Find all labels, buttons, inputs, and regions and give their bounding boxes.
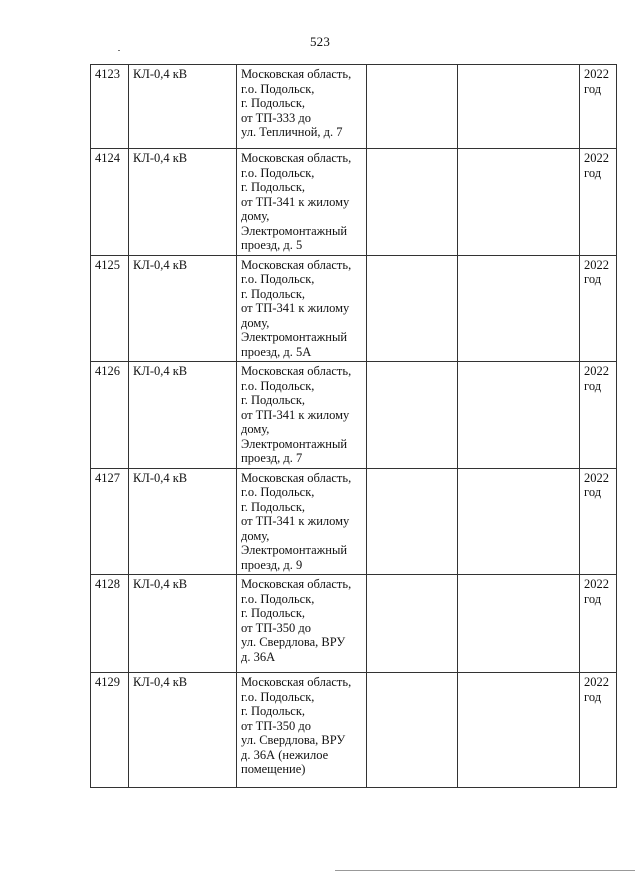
- address-line: от ТП-341 к жилому: [241, 407, 350, 422]
- address-line: ул. Свердлова, ВРУ: [241, 635, 346, 649]
- cell-number: 4123: [91, 65, 129, 149]
- address-line: г.о. Подольск,: [241, 165, 315, 180]
- table-row: [91, 468, 617, 575]
- cell-column-5: [458, 575, 580, 673]
- table-row: [91, 362, 617, 469]
- address-line: дому,: [241, 315, 270, 330]
- cell-number: 4125: [91, 255, 129, 362]
- objects-table: [90, 64, 617, 788]
- cell-number: 4124: [91, 149, 129, 256]
- address-line: проезд, д. 9: [241, 557, 303, 572]
- cell-line-type: КЛ-0,4 кВ: [129, 149, 237, 256]
- cell-number: 4126: [91, 362, 129, 469]
- year-line: год: [584, 81, 602, 96]
- bottom-scan-line: [335, 870, 635, 871]
- address-line: ул. Тепличной, д. 7: [241, 125, 343, 139]
- address-line: г. Подольск,: [241, 286, 306, 301]
- cell-year: [580, 468, 617, 575]
- year-line: 2022: [584, 470, 609, 485]
- address-line: д. 36А (нежилое: [241, 747, 329, 762]
- cell-column-4: [367, 575, 458, 673]
- address-line: от ТП-333 до: [241, 110, 311, 125]
- year-line: год: [584, 485, 602, 499]
- address-line: проезд, д. 5А: [241, 344, 312, 359]
- cell-column-5: [458, 673, 580, 788]
- address-line: Электромонтажный: [241, 223, 348, 238]
- cell-year: [580, 575, 617, 673]
- page-number: 523: [309, 34, 331, 49]
- year-line: 2022: [584, 67, 609, 81]
- cell-year: [580, 149, 617, 256]
- cell-number: 4128: [91, 575, 129, 673]
- address-line: Московская область,: [241, 470, 352, 485]
- table-row: [91, 575, 617, 673]
- cell-column-4: [367, 468, 458, 575]
- cell-number: 4129: [91, 673, 129, 788]
- scan-speck: [118, 50, 120, 51]
- year-line: 2022: [584, 577, 609, 591]
- address-line: Московская область,: [241, 67, 352, 81]
- cell-address: [237, 575, 367, 673]
- address-line: от ТП-341 к жилому: [241, 514, 350, 528]
- cell-address: [237, 673, 367, 788]
- address-line: Электромонтажный: [241, 436, 348, 451]
- cell-column-4: [367, 65, 458, 149]
- address-line: Электромонтажный: [241, 543, 348, 557]
- year-line: год: [584, 378, 602, 393]
- address-line: г.о. Подольск,: [241, 591, 315, 606]
- cell-number: 4127: [91, 468, 129, 575]
- address-line: от ТП-341 к жилому: [241, 194, 350, 209]
- address-line: дому,: [241, 209, 270, 223]
- cell-line-type: КЛ-0,4 кВ: [129, 575, 237, 673]
- address-line: г. Подольск,: [241, 393, 306, 407]
- year-line: 2022: [584, 364, 609, 378]
- address-line: г.о. Подольск,: [241, 689, 315, 704]
- cell-column-4: [367, 362, 458, 469]
- cell-column-5: [458, 468, 580, 575]
- address-line: Московская область,: [241, 257, 352, 272]
- cell-address: [237, 149, 367, 256]
- address-line: г.о. Подольск,: [241, 81, 315, 96]
- cell-line-type: КЛ-0,4 кВ: [129, 673, 237, 788]
- cell-column-5: [458, 255, 580, 362]
- cell-column-5: [458, 149, 580, 256]
- objects-table-body: [91, 65, 617, 788]
- cell-address: [237, 468, 367, 575]
- table-row: [91, 255, 617, 362]
- address-line: г.о. Подольск,: [241, 378, 315, 393]
- address-line: Московская область,: [241, 364, 352, 378]
- cell-column-4: [367, 673, 458, 788]
- year-line: 2022: [584, 257, 609, 272]
- table-row: [91, 149, 617, 256]
- year-line: год: [584, 591, 602, 606]
- year-line: 2022: [584, 151, 609, 165]
- address-line: г. Подольск,: [241, 606, 306, 620]
- address-line: от ТП-341 к жилому: [241, 301, 350, 315]
- address-line: проезд, д. 5: [241, 238, 303, 252]
- cell-year: [580, 673, 617, 788]
- year-line: год: [584, 689, 602, 704]
- cell-line-type: КЛ-0,4 кВ: [129, 65, 237, 149]
- year-line: год: [584, 272, 602, 286]
- address-line: г. Подольск,: [241, 96, 306, 110]
- address-line: г.о. Подольск,: [241, 272, 315, 286]
- cell-address: [237, 255, 367, 362]
- address-line: ул. Свердлова, ВРУ: [241, 733, 346, 747]
- cell-year: [580, 255, 617, 362]
- year-line: год: [584, 165, 602, 180]
- cell-column-4: [367, 149, 458, 256]
- table-row: [91, 65, 617, 149]
- address-line: дому,: [241, 528, 270, 543]
- address-line: от ТП-350 до: [241, 620, 311, 635]
- address-line: Московская область,: [241, 577, 352, 591]
- address-line: от ТП-350 до: [241, 718, 311, 733]
- cell-year: [580, 65, 617, 149]
- address-line: Московская область,: [241, 151, 352, 165]
- cell-address: [237, 65, 367, 149]
- cell-column-5: [458, 362, 580, 469]
- cell-address: [237, 362, 367, 469]
- address-line: Московская область,: [241, 675, 352, 689]
- address-line: г. Подольск,: [241, 704, 306, 718]
- address-line: г. Подольск,: [241, 180, 306, 194]
- address-line: д. 36А: [241, 649, 276, 664]
- cell-year: [580, 362, 617, 469]
- address-line: помещение): [241, 762, 306, 776]
- address-line: г.о. Подольск,: [241, 485, 315, 499]
- cell-line-type: КЛ-0,4 кВ: [129, 255, 237, 362]
- address-line: проезд, д. 7: [241, 451, 303, 465]
- year-line: 2022: [584, 675, 609, 689]
- address-line: дому,: [241, 422, 270, 436]
- address-line: Электромонтажный: [241, 330, 348, 344]
- cell-line-type: КЛ-0,4 кВ: [129, 468, 237, 575]
- cell-column-5: [458, 65, 580, 149]
- table-row: [91, 673, 617, 788]
- cell-column-4: [367, 255, 458, 362]
- address-line: г. Подольск,: [241, 499, 306, 514]
- cell-line-type: КЛ-0,4 кВ: [129, 362, 237, 469]
